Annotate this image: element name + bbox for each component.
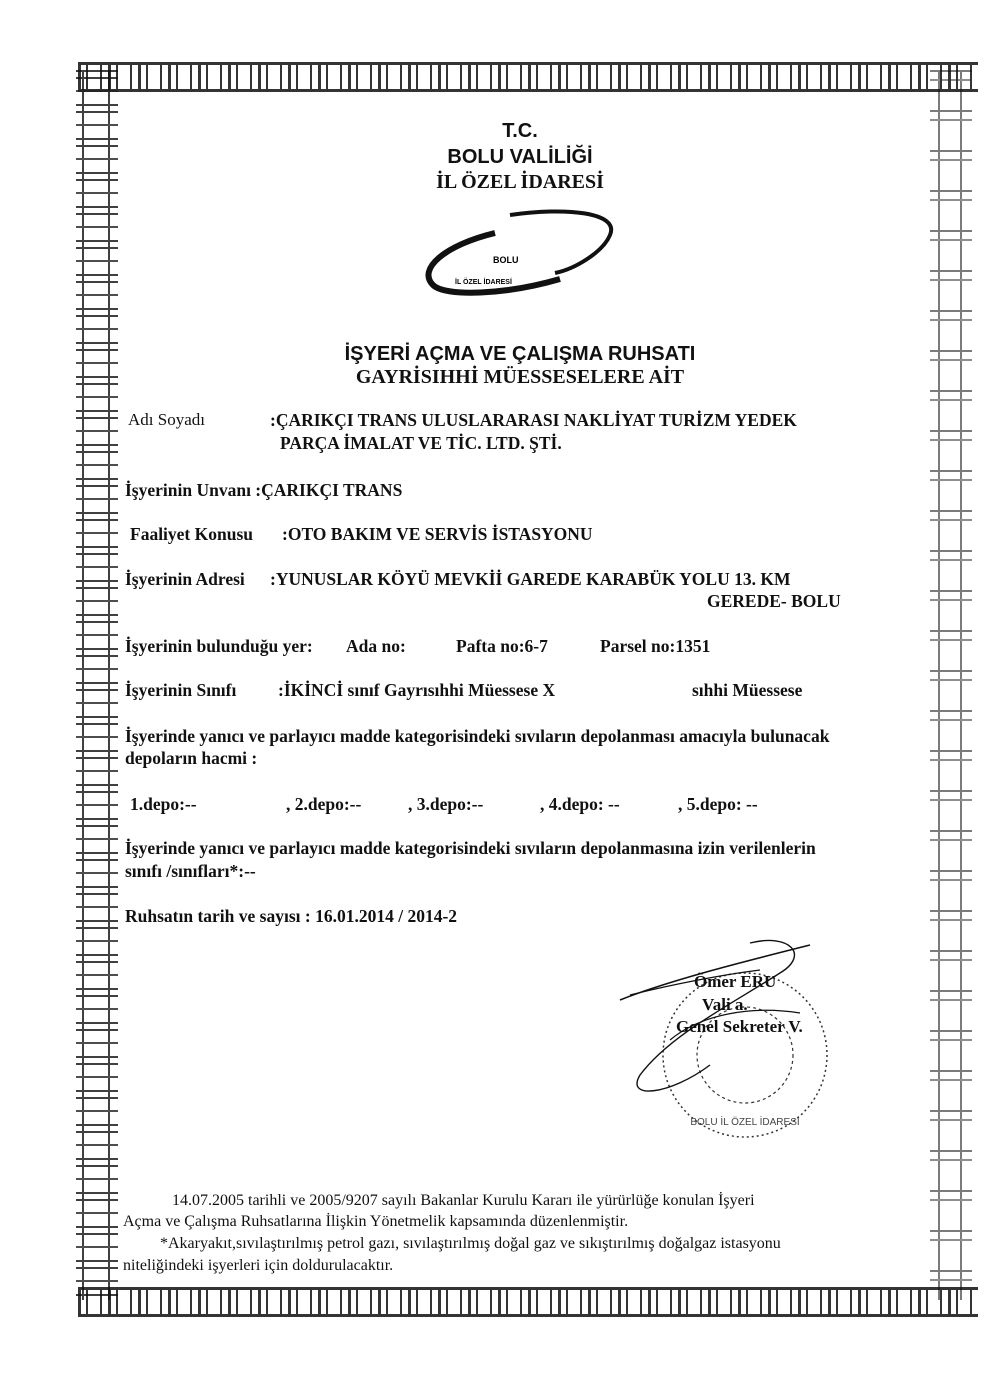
- izin-text-2: sınıfı /sınıfları*:--: [125, 861, 256, 881]
- value-adi-soyadi-1: :ÇARIKÇI TRANS ULUSLARARASI NAKLİYAT TURİZM YEDEK: [270, 410, 797, 430]
- value-sinif-extra: sıhhi Müessese: [692, 680, 803, 700]
- value-sinif: :İKİNCİ sınıf Gayrısıhhi Müessese X: [278, 680, 556, 700]
- signer-name: Ömer ERU: [694, 972, 777, 991]
- field-unvan: İşyerinin Unvanı :ÇARIKÇI TRANS: [125, 480, 403, 500]
- label-faaliyet: Faaliyet Konusu: [130, 524, 254, 544]
- depo-text-1: İşyerinde yanıcı ve parlayıcı madde kategorisindeki sıvıların depolanması amacıyla bulunacak: [125, 726, 830, 746]
- value-adres-2: GEREDE- BOLU: [707, 591, 841, 611]
- izin-text-1: İşyerinde yanıcı ve parlayıcı madde kategorisindeki sıvıların depolanmasına izin verilenlerin: [125, 838, 816, 858]
- footer-line-3: *Akaryakıt,sıvılaştırılmış petrol gazı, sıvılaştırılmış doğal gaz ve sıkıştırılmış doğalgaz istasyonu: [160, 1235, 781, 1252]
- header-valilik: BOLU VALİLİĞİ: [447, 146, 593, 168]
- logo-text-bolu: BOLU: [493, 255, 519, 265]
- value-adres-1: :YUNUSLAR KÖYÜ MEVKİİ GAREDE KARABÜK YOLU 13. KM: [270, 569, 791, 589]
- value-adi-soyadi-2: PARÇA İMALAT VE TİC. LTD. ŞTİ.: [280, 433, 562, 453]
- document-title: İŞYERİ AÇMA VE ÇALIŞMA RUHSATI: [344, 343, 696, 365]
- footer-line-4: niteliğindeki işyerleri için doldurulacaktır.: [123, 1257, 394, 1274]
- institution-logo: [415, 207, 625, 302]
- depo-4: , 4.depo: --: [540, 794, 620, 814]
- footer-line-2: Açma ve Çalışma Ruhsatlarına İlişkin Yönetmelik kapsamında düzenlenmiştir.: [123, 1213, 629, 1230]
- ruhsat-tarih: Ruhsatın tarih ve sayısı : 16.01.2014 / 2014-2: [125, 906, 458, 926]
- document-subtitle: GAYRİSIHHİ MÜESSESELERE AİT: [355, 366, 685, 388]
- footer-line-1: 14.07.2005 tarihli ve 2005/9207 sayılı Bakanlar Kurulu Kararı ile yürürlüğe konulan İşyeri: [172, 1192, 755, 1209]
- seal-text: BOLU İL ÖZEL İDARESİ: [690, 1117, 800, 1128]
- decorative-border-bottom: [78, 1287, 978, 1317]
- header-idare: İL ÖZEL İDARESİ: [436, 171, 604, 193]
- label-yer: İşyerinin bulunduğu yer:: [125, 636, 313, 656]
- depo-text-2: depoların hacmi :: [125, 748, 258, 768]
- decorative-border-right: [930, 70, 972, 1300]
- decorative-border-left: [76, 70, 118, 1300]
- logo-text-idare: İL ÖZEL İDARESİ: [455, 279, 512, 286]
- header-tc: T.C.: [502, 120, 538, 142]
- label-adres: İşyerinin Adresi: [125, 569, 245, 589]
- depo-3: , 3.depo:--: [408, 794, 484, 814]
- value-pafta: Pafta no:6-7: [456, 636, 548, 656]
- depo-2: , 2.depo:--: [286, 794, 362, 814]
- label-adi-soyadi: Adı Soyadı: [128, 410, 205, 429]
- decorative-border-top: [78, 62, 978, 92]
- signer-role-2: Genel Sekreter V.: [676, 1017, 803, 1036]
- depo-1: 1.depo:--: [130, 794, 197, 814]
- value-ada: Ada no:: [346, 636, 406, 656]
- value-faaliyet: :OTO BAKIM VE SERVİS İSTASYONU: [282, 524, 593, 544]
- signer-role-1: Vali a.: [702, 995, 748, 1014]
- value-parsel: Parsel no:1351: [600, 636, 711, 656]
- depo-5: , 5.depo: --: [678, 794, 758, 814]
- label-sinif: İşyerinin Sınıfı: [125, 680, 237, 700]
